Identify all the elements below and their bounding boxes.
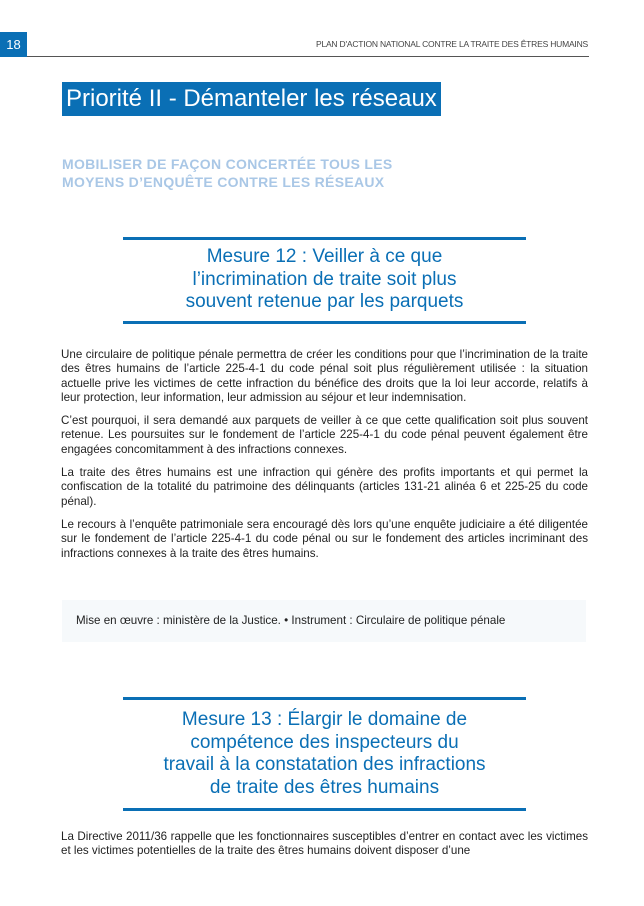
section-subtitle (62, 155, 393, 191)
running-header: PLAN D'ACTION NATIONAL CONTRE LA TRAITE DES ÊTRES HUMAINS (315, 39, 588, 49)
paragraph: C’est pourquoi, il sera demandé aux parquets de veiller à ce que cette qualification soit plus souvent retenue. Les poursuites sur le fondement de l’article 225-4-1 du code pénal peuvent également être engagées concomitamment à des infractions connexes. (61, 414, 588, 456)
heading-line: de traite des êtres humains (209, 776, 440, 798)
heading-line: Mesure 12 : Veiller à ce que (206, 246, 443, 267)
mesure-13-body (61, 830, 588, 868)
heading-line: travail à la constatation des infractions (163, 754, 486, 775)
implementation-text: Mise en œuvre : ministère de la Justice. • Instrument : Circulaire de politique pénale (76, 614, 506, 627)
priority-title: Priorité II - Démanteler les réseaux (62, 82, 441, 116)
implementation-box (62, 600, 586, 642)
heading-line: compétence des inspecteurs du (190, 731, 459, 753)
mesure-12-body (61, 348, 588, 570)
header-divider (27, 56, 589, 57)
paragraph: Une circulaire de politique pénale permettra de créer les conditions pour que l’incrimination de la traite des êtres humains de l’article 225-4-1 du code pénal soit plus régulièrement utilisée : la situation actuelle prive les victimes de cette infraction du bénéfice des droits que la loi leur accorde, relatifs à leur protection, leur information, leur admission au séjour et leur indemnisation. (61, 348, 588, 404)
heading-line: souvent retenue par les parquets (185, 291, 464, 312)
heading-line: Mesure 13 : Élargir le domaine de (181, 709, 468, 730)
subtitle-line: MOYENS D’ENQUÊTE CONTRE LES RÉSEAUX (62, 174, 385, 190)
heading-line: l’incrimination de traite soit plus (192, 268, 457, 290)
mesure-12-heading (123, 237, 526, 324)
subtitle-line: MOBILISER DE FAÇON CONCERTÉE TOUS LES (62, 156, 393, 172)
paragraph: La Directive 2011/36 rappelle que les fonctionnaires susceptibles d’entrer en contact avec les victimes et les victimes potentielles de la traite des êtres humains doivent disposer d’une (61, 830, 588, 858)
paragraph: Le recours à l’enquête patrimoniale sera encouragé dès lors qu’une enquête judiciaire a été diligentée sur le fondement de l’article 225-4-1 du code pénal ou sur le fondement des articles incriminant des infractions connexes à la traite des êtres humains. (61, 517, 588, 560)
mesure-13-heading (123, 697, 526, 811)
page-number: 18 (0, 32, 27, 57)
paragraph: La traite des êtres humains est une infraction qui génère des profits importants et qui permet la confiscation de la totalité du patrimoine des délinquants (articles 131-21 alinéa 6 et 225-25 du code pénal). (61, 466, 588, 508)
